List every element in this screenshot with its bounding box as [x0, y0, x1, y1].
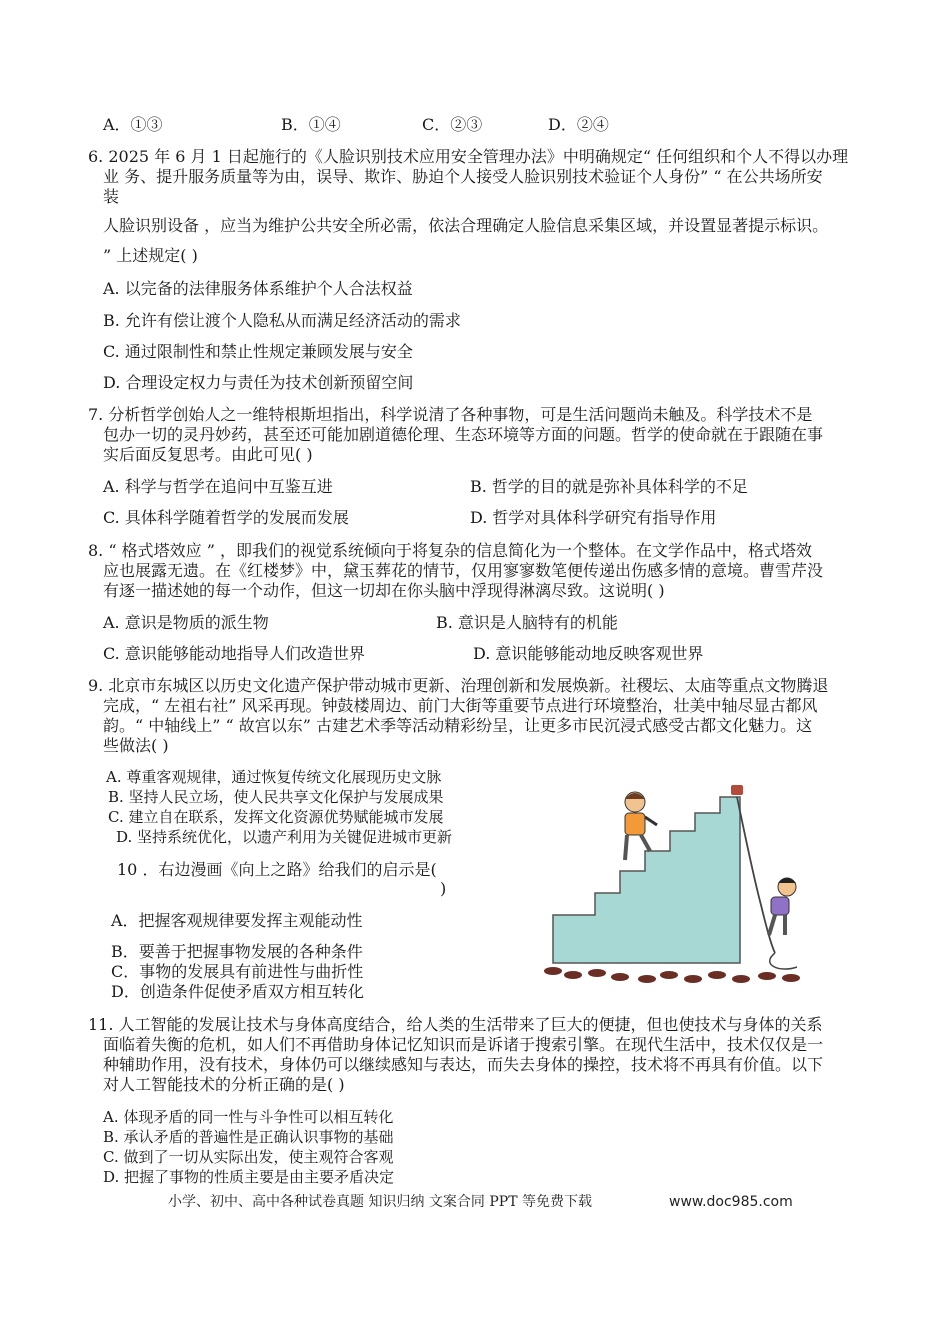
q10-option-a: A．把握客观规律要发挥主观能动性 [111, 911, 363, 930]
q6-option-c: C. 通过限制性和禁止性规定兼顾发展与安全 [103, 342, 413, 361]
q9-option-a: A. 尊重客观规律，通过恢复传统文化展现历史文脉 [106, 768, 442, 786]
q11-option-a: A. 体现矛盾的同一性与斗争性可以相互转化 [103, 1108, 394, 1126]
q7-option-b: B. 哲学的目的就是弥补具体科学的不足 [470, 477, 748, 496]
q8-stem-line: 8. “ 格式塔效应 ” ，即我们的视觉系统倾向于将复杂的信息简化为一个整体。在文学作品中，格式塔效 [88, 541, 812, 560]
q8-stem-line: 有逐一描述她的每一个动作，但这一切却在你头脑中浮现得淋漓尽致。这说明( ) [103, 581, 665, 600]
q6-stem-line: 业 务、提升服务质量等为由，误导、欺诈、胁迫个人接受人脸识别技术验证个人身份” “ 在公共场所安 [103, 167, 823, 186]
q7-option-d: D. 哲学对具体科学研究有指导作用 [470, 508, 717, 527]
q9-stem-line: 完成，“ 左祖右社” 风采再现。钟鼓楼周边、前门大街等重要节点进行环境整治，壮美中轴尽显古都风 [103, 696, 818, 715]
q11-stem-line: 种辅助作用，没有技术，身体仍可以继续感知与表达，而失去身体的操控，技术将不再具有价值。以下 [103, 1055, 824, 1074]
hook-icon [731, 785, 743, 795]
q7-option-c: C. 具体科学随着哲学的发展而发展 [103, 508, 349, 527]
q8-stem-line: 应也展露无遗。在《红楼梦》中，黛玉葬花的情节，仅用寥寥数笔便传递出伤感多情的意境。曹雪芹没 [103, 561, 824, 580]
q6-stem-line: 人脸识别设备 ，应当为维护公共安全所必需，依法合理确定人脸信息采集区域，并设置显著提示标识。 [103, 216, 829, 235]
q9-stem-line: 9. 北京市东城区以历史文化遗产保护带动城市更新、治理创新和发展焕新。社稷坛、太庙等重点文物腾退 [88, 676, 829, 695]
q10-stem: 10 ．右边漫画《向上之路》给我们的启示是( [117, 860, 437, 879]
q11-stem-line: 对人工智能技术的分析正确的是( ) [103, 1075, 345, 1094]
footer-url[interactable]: www.doc985.com [669, 1194, 793, 1210]
boy-on-rope-icon [769, 878, 796, 935]
footer-text: 小学、初中、高中各种试卷真题 知识归纳 文案合同 PPT 等免费下载 [168, 1194, 592, 1210]
footprints-icon [544, 967, 800, 983]
q7-stem-line: 实后面反复思考。由此可见( ) [103, 445, 313, 464]
q10-stem-close: ) [440, 879, 447, 898]
q5-option-c: C．②③ [422, 115, 483, 134]
comic-illustration [535, 775, 835, 1000]
q8-option-b: B. 意识是人脑特有的机能 [436, 613, 618, 632]
q10-option-d: D．创造条件促使矛盾双方相互转化 [111, 982, 364, 1001]
q11-option-d: D. 把握了事物的性质主要是由主要矛盾决定 [103, 1168, 395, 1186]
q6-option-b: B. 允许有偿让渡个人隐私从而满足经济活动的需求 [103, 311, 461, 330]
q7-option-a: A. 科学与哲学在追问中互鉴互进 [103, 477, 333, 496]
staircase-shape [553, 797, 740, 963]
q9-stem-line: 韵。“ 中轴线上” “ 故宫以东” 古建艺术季等活动精彩纷呈，让更多市民沉浸式感受古都文化魅力。这 [103, 716, 813, 735]
q11-option-b: B. 承认矛盾的普遍性是正确认识事物的基础 [103, 1128, 394, 1146]
q8-option-d: D. 意识能够能动地反映客观世界 [473, 644, 704, 663]
q5-option-a: A．①③ [103, 115, 163, 134]
q9-option-d: D. 坚持系统优化，以遗产利用为关键促进城市更新 [116, 828, 453, 846]
q6-stem-line: ” 上述规定( ) [103, 246, 198, 265]
q11-stem-line: 面临着失衡的危机，如人们不再借助身体记忆知识而是诉诸于搜索引擎。在现代生活中，技术仅仅是一 [103, 1035, 824, 1054]
q10-option-b: B．要善于把握事物发展的各种条件 [111, 942, 363, 961]
q7-stem-line: 7. 分析哲学创始人之一维特根斯坦指出，科学说清了各种事物，可是生活问题尚未触及。科学技术不是 [88, 405, 813, 424]
q6-option-d: D. 合理设定权力与责任为技术创新预留空间 [103, 373, 414, 392]
q6-stem-line: 装 [103, 187, 120, 206]
q6-option-a: A. 以完备的法律服务体系维护个人合法权益 [103, 279, 413, 298]
q7-stem-line: 包办一切的灵丹妙药，甚至还可能加剧道德伦理、生态环境等方面的问题。哲学的使命就在于跟随在事 [103, 425, 824, 444]
q5-option-d: D．②④ [548, 115, 609, 134]
q6-stem-line: 6. 2025 年 6 月 1 日起施行的《人脸识别技术应用安全管理办法》中明确规定“ 任何组织和个人不得以办理 [88, 147, 849, 166]
q5-option-b: B．①④ [281, 115, 341, 134]
q9-stem-line: 些做法( ) [103, 736, 169, 755]
q11-stem-line: 11. 人工智能的发展让技术与身体高度结合，给人类的生活带来了巨大的便捷，但也使技术与身体的关系 [88, 1015, 823, 1034]
q10-option-c: C．事物的发展具有前进性与曲折性 [111, 962, 364, 981]
q9-option-c: C. 建立自在联系，发挥文化资源优势赋能城市发展 [108, 808, 444, 826]
q11-option-c: C. 做到了一切从实际出发，使主观符合客观 [103, 1148, 394, 1166]
q8-option-a: A. 意识是物质的派生物 [103, 613, 269, 632]
q9-option-b: B. 坚持人民立场，使人民共享文化保护与发展成果 [108, 788, 444, 806]
q8-option-c: C. 意识能够能动地指导人们改造世界 [103, 644, 365, 663]
boy-on-stairs-icon [625, 792, 657, 860]
